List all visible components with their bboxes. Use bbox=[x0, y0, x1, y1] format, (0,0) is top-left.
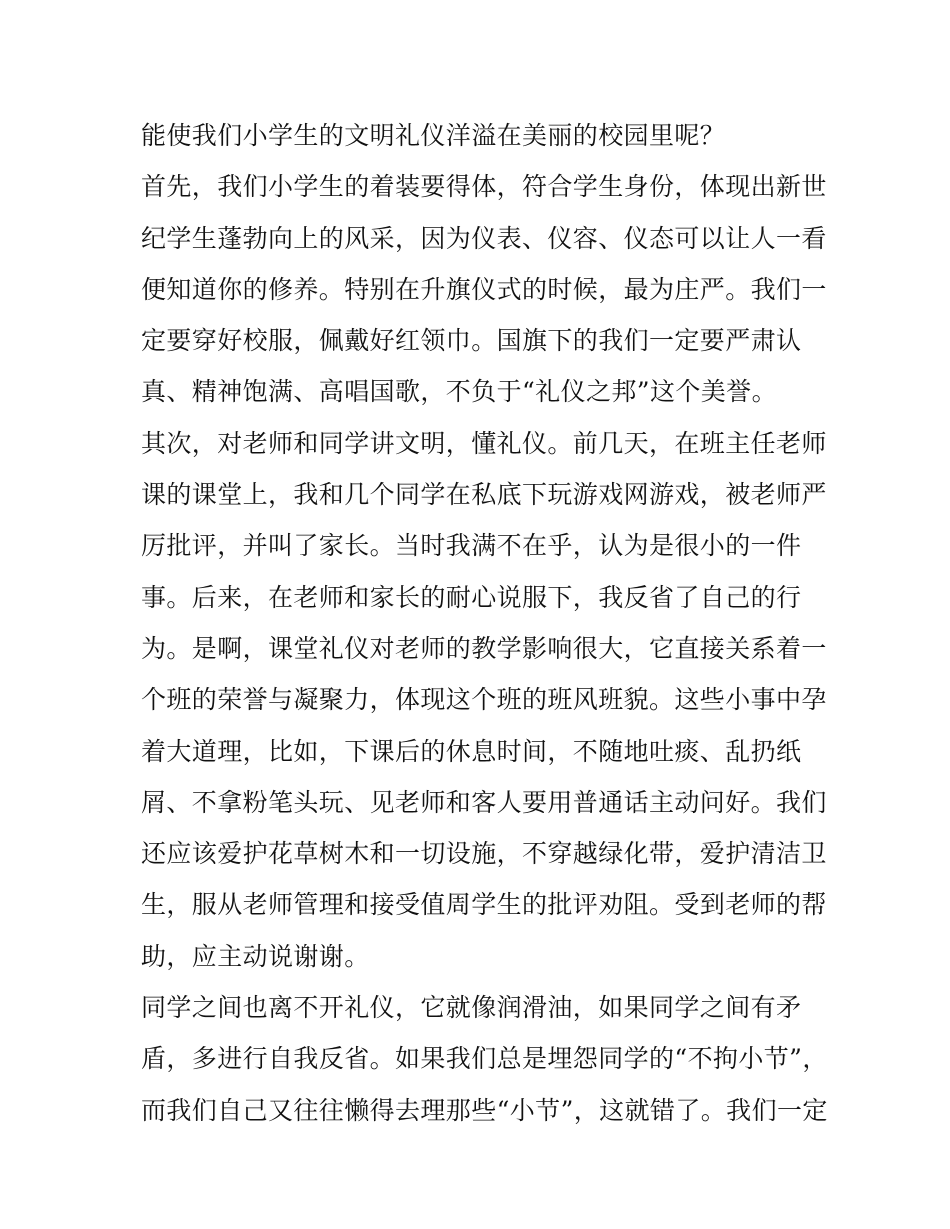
text-line: 其次，对老师和同学讲文明，懂礼仪。前几天，在班主任老师 bbox=[141, 428, 827, 458]
text-line: 真、精神饱满、高唱国歌，不负于“礼仪之邦”这个美誉。 bbox=[141, 377, 777, 407]
text-line: 厉批评，并叫了家长。当时我满不在乎，认为是很小的一件 bbox=[141, 531, 802, 561]
text-line: 生，服从老师管理和接受值周学生的批评劝阻。受到老师的帮 bbox=[141, 890, 827, 920]
text-line: 屑、不拿粉笔头玩、见老师和客人要用普通话主动问好。我们 bbox=[141, 787, 827, 817]
text-line: 纪学生蓬勃向上的风采，因为仪表、仪容、仪态可以让人一看 bbox=[141, 223, 827, 253]
text-line: 还应该爱护花草树木和一切设施，不穿越绿化带，爱护清洁卫 bbox=[141, 839, 827, 869]
text-line: 助，应主动说谢谢。 bbox=[141, 941, 370, 971]
text-line: 首先，我们小学生的着装要得体，符合学生身份，体现出新世 bbox=[141, 172, 827, 202]
text-line: 课的课堂上，我和几个同学在私底下玩游戏网游戏，被老师严 bbox=[141, 480, 827, 510]
text-line: 定要穿好校服，佩戴好红领巾。国旗下的我们一定要严肃认 bbox=[141, 326, 802, 356]
text-line: 便知道你的修养。特别在升旗仪式的时候，最为庄严。我们一 bbox=[141, 274, 827, 304]
text-line: 事。后来，在老师和家长的耐心说服下，我反省了自己的行 bbox=[141, 582, 802, 612]
text-line: 同学之间也离不开礼仪，它就像润滑油，如果同学之间有矛 bbox=[141, 993, 802, 1023]
document-body bbox=[141, 110, 828, 1136]
text-line: 着大道理，比如，下课后的休息时间，不随地吐痰、乱扔纸 bbox=[141, 736, 802, 766]
text-line: 能使我们小学生的文明礼仪洋溢在美丽的校园里呢？ bbox=[141, 121, 726, 150]
text-line: 盾，多进行自我反省。如果我们总是埋怨同学的“不拘小节”， bbox=[141, 1044, 828, 1074]
text-line: 为。是啊，课堂礼仪对老师的教学影响很大，它直接关系着一 bbox=[141, 633, 827, 663]
text-line: 而我们自己又往往懒得去理那些“小节”，这就错了。我们一定 bbox=[141, 1095, 828, 1125]
text-line: 个班的荣誉与凝聚力，体现这个班的班风班貌。这些小事中孕 bbox=[141, 685, 827, 715]
